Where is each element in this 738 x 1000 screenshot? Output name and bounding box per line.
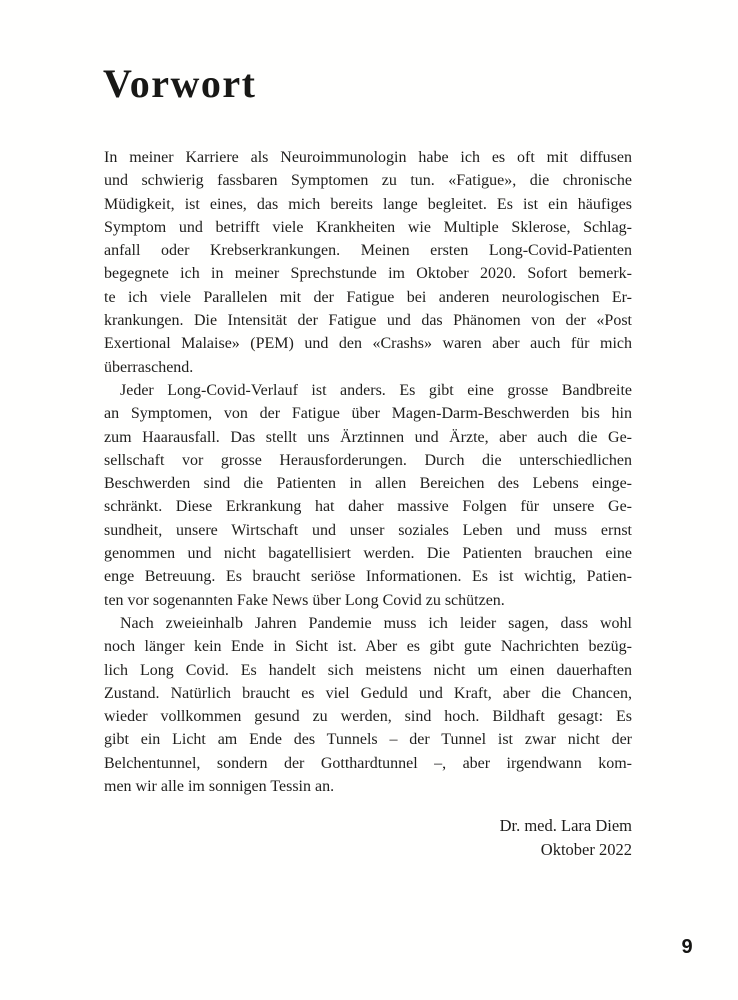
text-line: krankungen. Die Intensität der Fatigue und das Phänomen von der «Post — [104, 312, 632, 330]
text-line: an Symptomen, von der Fatigue über Magen-Darm-Beschwerden bis hin — [104, 405, 632, 423]
paragraph — [104, 146, 632, 379]
text-line: Nach zweieinhalb Jahren Pandemie muss ich leider sagen, dass wohl — [120, 614, 632, 632]
text-line: gibt ein Licht am Ende des Tunnels – der Tunnel ist zwar nicht der — [104, 731, 632, 749]
chapter-title: Vorwort — [103, 61, 257, 106]
text-line: ten vor sogenannten Fake News über Long Covid zu schützen. — [104, 591, 505, 609]
paragraph — [104, 379, 632, 612]
text-line: genommen und nicht bagatellisiert werden. Die Patienten brauchen eine — [104, 545, 632, 563]
text-line: Müdigkeit, ist eines, das mich bereits lange begleitet. Es ist ein häufiges — [104, 195, 632, 213]
text-line: men wir alle im sonnigen Tessin an. — [104, 778, 335, 796]
text-line: anfall oder Krebserkrankungen. Meinen ersten Long-Covid-Patienten — [104, 242, 632, 260]
text-line: sellschaft vor grosse Herausforderungen. Durch die unterschiedlichen — [104, 451, 632, 469]
text-line: Zustand. Natürlich braucht es viel Geduld und Kraft, aber die Chancen, — [104, 684, 632, 702]
text-line: wieder vollkommen gesund zu werden, sind hoch. Bildhaft gesagt: Es — [104, 708, 632, 726]
text-line: noch länger kein Ende in Sicht ist. Aber es gibt gute Nachrichten bezüg- — [104, 638, 632, 656]
text-line: Beschwerden sind die Patienten in allen Bereichen des Lebens einge- — [104, 475, 632, 493]
text-line: enge Betreuung. Es braucht seriöse Informationen. Es ist wichtig, Patien- — [104, 568, 632, 586]
signature-block — [104, 814, 632, 861]
text-line: schränkt. Diese Erkrankung hat daher massive Folgen für unsere Ge- — [104, 498, 632, 516]
text-line: te ich viele Parallelen mit der Fatigue bei anderen neurologischen Er- — [104, 288, 632, 306]
preface-body — [104, 146, 632, 798]
text-line: und schwierig fassbaren Symptomen zu tun. «Fatigue», die chronische — [104, 172, 632, 190]
text-line: lich Long Covid. Es handelt sich meistens nicht um einen dauerhaften — [104, 661, 632, 679]
signature-date: Oktober 2022 — [540, 839, 632, 859]
page-number: 9 — [681, 936, 693, 958]
text-line: In meiner Karriere als Neuroimmunologin habe ich es oft mit diffusen — [104, 149, 632, 166]
text-line: begegnete ich in meiner Sprechstunde im Oktober 2020. Sofort bemerk- — [104, 265, 632, 283]
text-line: Exertional Malaise» (PEM) und den «Crashs» waren aber auch für mich — [104, 335, 632, 353]
paragraph — [104, 612, 632, 798]
text-line: sundheit, unsere Wirtschaft und unser soziales Leben und muss ernst — [104, 521, 632, 539]
text-line: Jeder Long-Covid-Verlauf ist anders. Es gibt eine grosse Bandbreite — [120, 381, 632, 399]
text-line: zum Haarausfall. Das stellt uns Ärztinnen und Ärzte, aber auch die Ge- — [104, 428, 632, 446]
text-line: überraschend. — [104, 358, 194, 376]
text-line: Symptom und betrifft viele Krankheiten wie Multiple Sklerose, Schlag- — [104, 218, 632, 236]
signature-name: Dr. med. Lara Diem — [499, 816, 632, 835]
text-line: Belchentunnel, sondern der Gotthardtunnel –, aber irgendwann kom- — [104, 754, 632, 772]
